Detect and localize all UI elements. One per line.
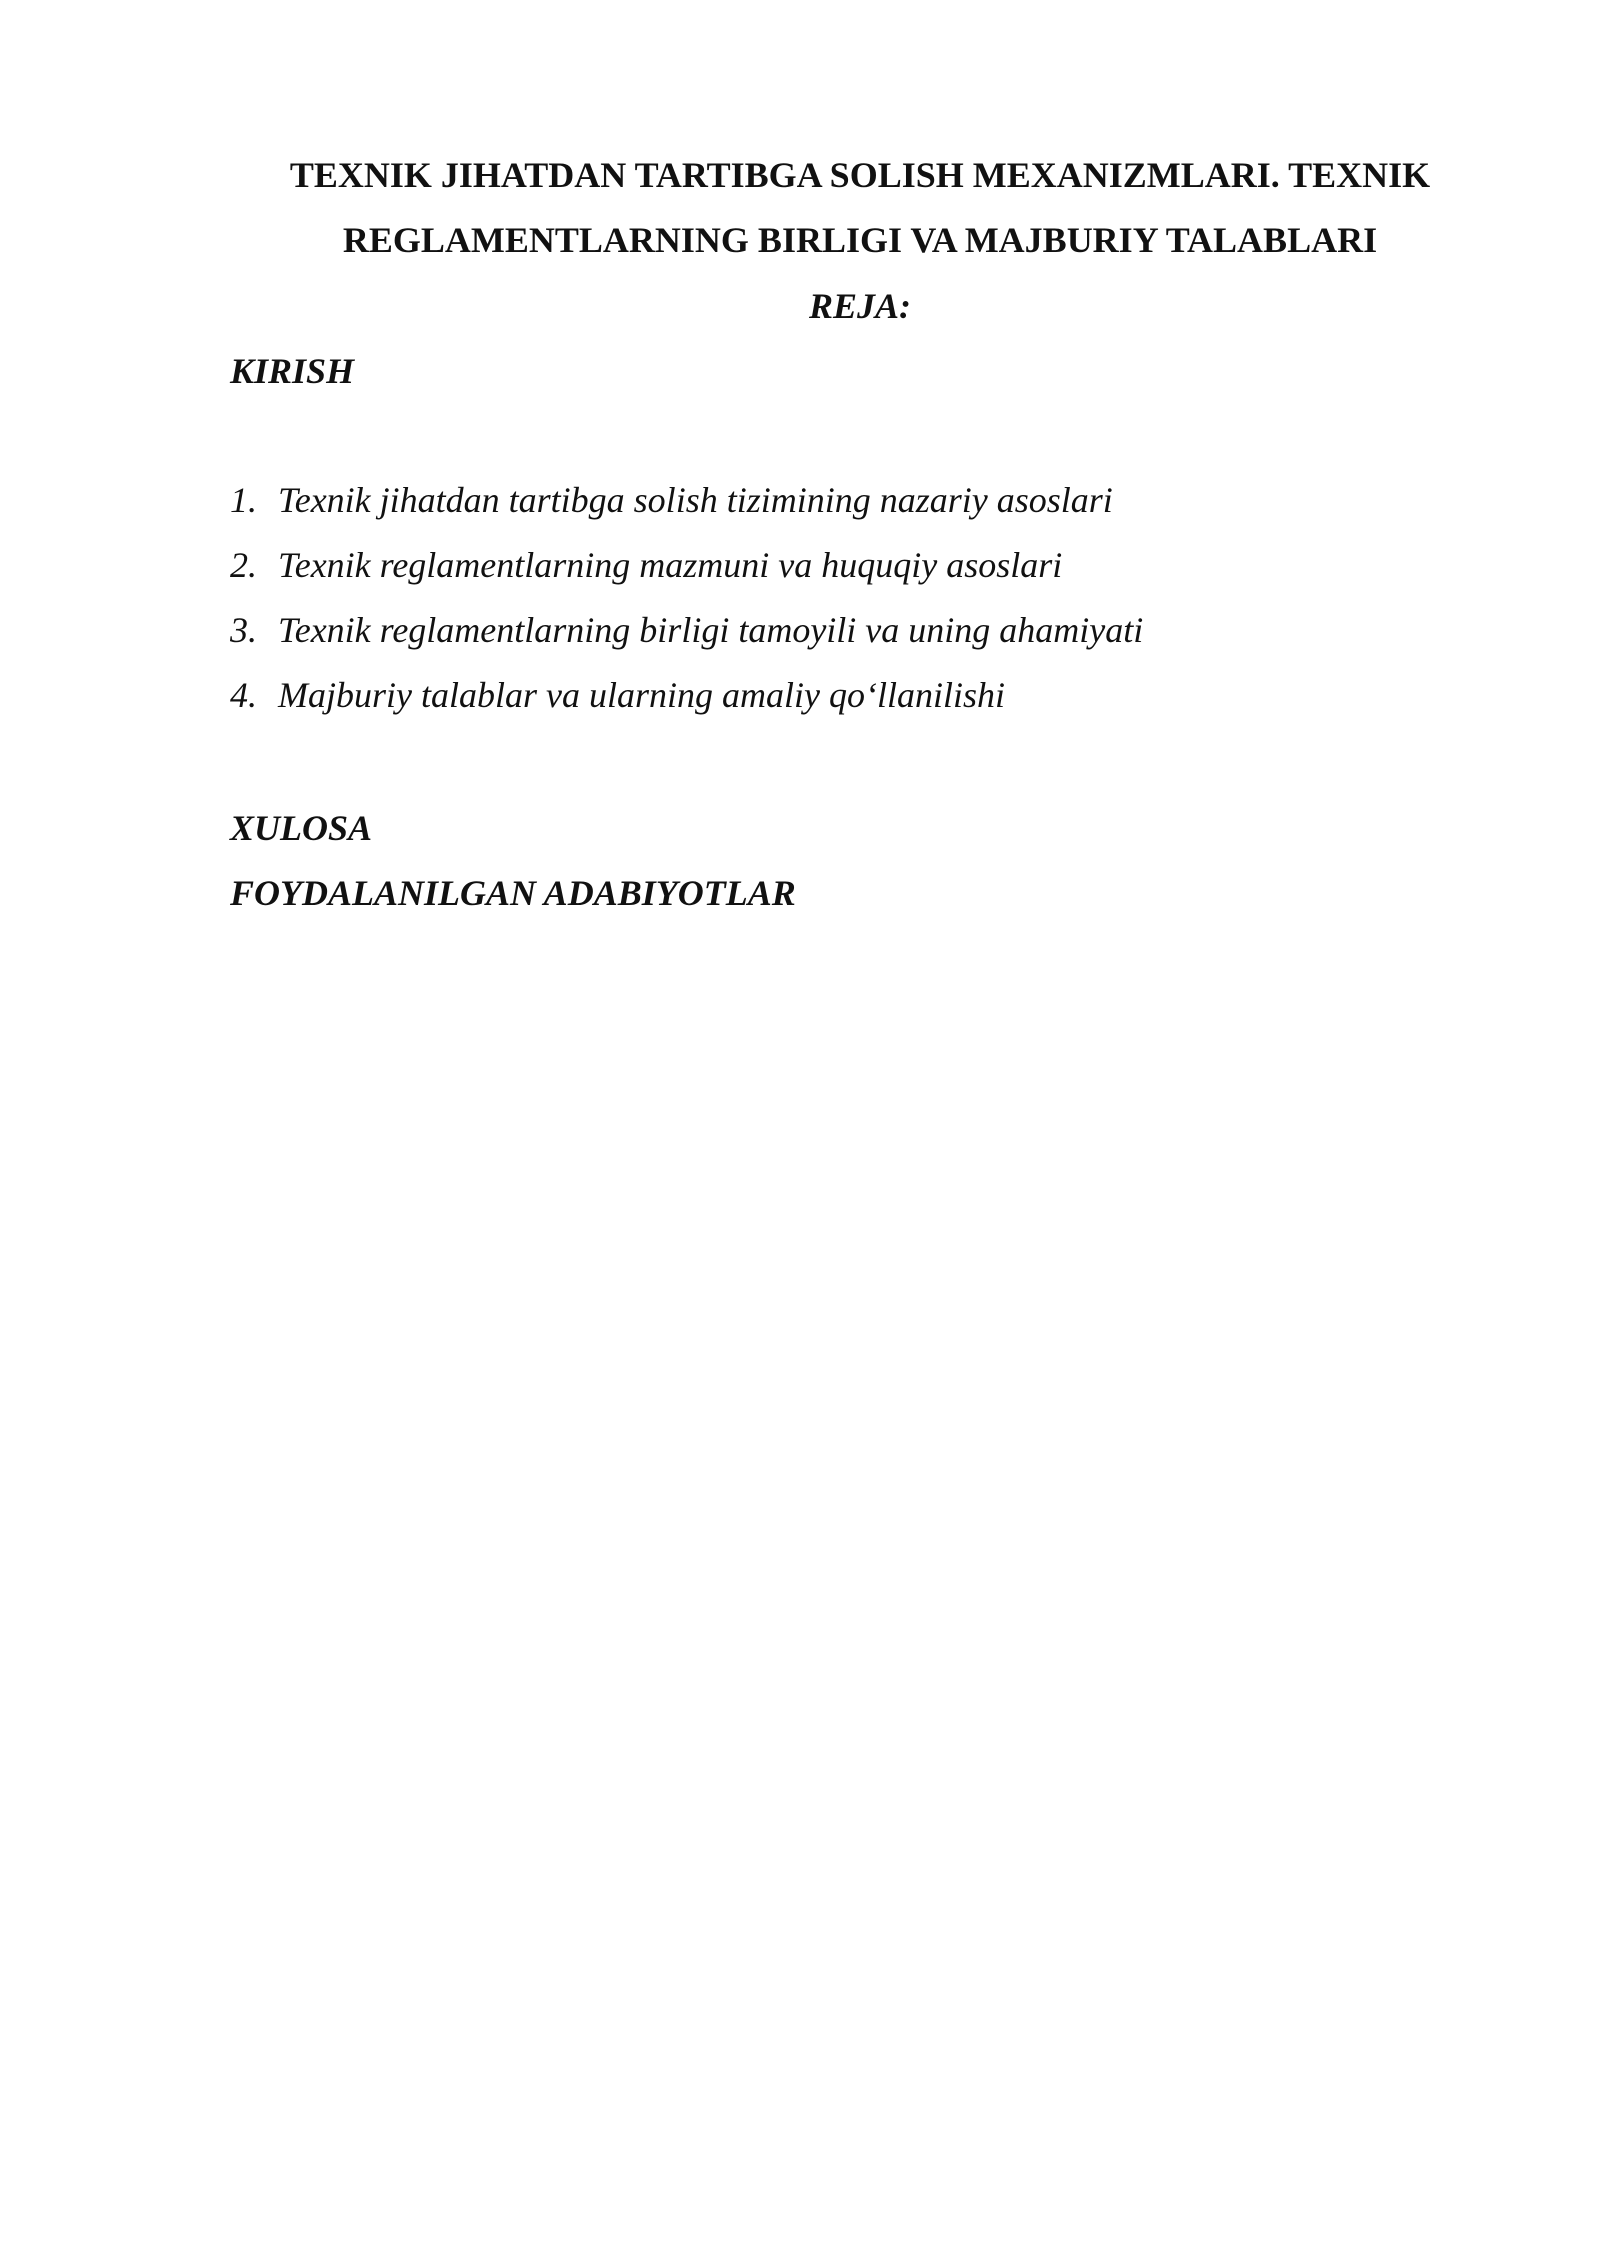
plan-item-text: Texnik jihatdan tartibga solish tizimining nazariy asoslari	[278, 480, 1113, 520]
plan-heading: REJA:	[808, 286, 912, 326]
plan-item	[230, 612, 1143, 677]
plan-item-text: Texnik reglamentlarning birligi tamoyili va uning ahamiyati	[278, 610, 1144, 650]
section-intro: KIRISH	[230, 351, 355, 391]
plan-list	[230, 482, 1143, 742]
plan-item-number: 3.	[230, 610, 257, 650]
document-title-line-2: REGLAMENTLARNING BIRLIGI VA MAJBURIY TALABLARI	[342, 220, 1378, 260]
plan-item	[230, 482, 1143, 547]
plan-item	[230, 677, 1143, 742]
document-title-line-1: TEXNIK JIHATDAN TARTIBGA SOLISH MEXANIZMLARI. TEXNIK	[289, 155, 1431, 195]
plan-item-number: 1.	[230, 480, 257, 520]
plan-item	[230, 547, 1143, 612]
section-references: FOYDALANILGAN ADABIYOTLAR	[230, 873, 796, 913]
section-conclusion: XULOSA	[230, 808, 373, 848]
plan-item-number: 2.	[230, 545, 257, 585]
plan-item-text: Majburiy talablar va ularning amaliy qo‘llanilishi	[278, 675, 1005, 715]
plan-item-text: Texnik reglamentlarning mazmuni va huquqiy asoslari	[278, 545, 1063, 585]
plan-item-number: 4.	[230, 675, 257, 715]
